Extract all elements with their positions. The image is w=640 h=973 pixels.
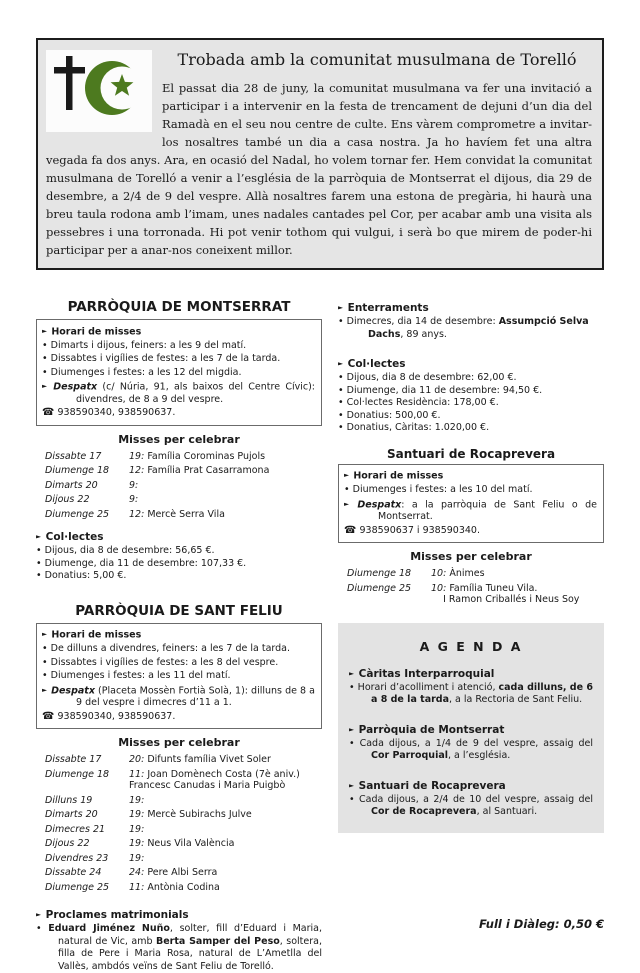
- missa-day: Dissabte 24: [45, 867, 102, 878]
- bullet-icon: •: [344, 484, 350, 495]
- missa-day: Diumenge 25: [347, 582, 412, 594]
- content-columns: [36, 299, 604, 973]
- bullet-icon: •: [42, 656, 48, 668]
- agenda-section: [349, 780, 593, 819]
- despatx-label: Despatx: [357, 499, 402, 510]
- arrow-icon: ►: [36, 532, 42, 541]
- missa-name-line2: Francesc Canudas i Maria Puigbò: [129, 780, 286, 791]
- missa-name: Antònia Codina: [147, 881, 220, 893]
- missa-name: Família Prat Casarramona: [147, 465, 270, 476]
- proclames-label: Proclames matrimonials: [45, 909, 189, 921]
- arrow-icon: ►: [349, 669, 355, 677]
- collecta-item: • Donatius: 500,00 €.: [338, 409, 441, 421]
- price-note: Full i Diàleg: 0,50 €: [479, 916, 604, 931]
- horari-item: • Dimarts i dijous, feiners: a les 9 del matí.: [42, 339, 247, 351]
- agenda-item: • Cada dijous, a 1/4 de 9 del vespre, assaig del Cor Parroquial, a l’església.: [349, 737, 593, 761]
- arrow-icon: ►: [338, 359, 344, 368]
- missa-name-line2: I Ramon Criballés i Neus Soy: [431, 594, 580, 605]
- collecta-item: • Donatius, Càritas: 1.020,00 €.: [338, 422, 490, 433]
- agenda-section: [349, 668, 593, 707]
- cross-and-crescent-icon: [46, 50, 152, 132]
- rocaprevera-heading: Santuari de Rocaprevera: [386, 446, 556, 461]
- misses-title: Misses per celebrar: [410, 550, 532, 563]
- agenda-item: • Horari d’acolliment i atenció, cada dilluns, de 6 a 8 de la tarda, a la Rectoria de Sant Feliu.: [349, 681, 593, 705]
- missa-name: Neus Vila València: [147, 838, 235, 849]
- horari-heading: [344, 469, 597, 483]
- phone-line: [42, 407, 315, 419]
- missa-row: [45, 867, 322, 879]
- bride-name: Berta Samper del Peso: [156, 935, 280, 947]
- missa-day: Diumenge 18: [45, 465, 110, 476]
- missa-name: Joan Domènech Costa (7è aniv.): [147, 768, 300, 780]
- missa-time: 11:: [129, 881, 145, 893]
- missa-row: [45, 769, 322, 792]
- phone-icon: ☎: [42, 407, 55, 418]
- missa-time: 19:: [129, 809, 145, 820]
- horari-label: Horari de misses: [51, 629, 142, 641]
- missa-row: [45, 451, 322, 463]
- bullet-icon: •: [42, 339, 48, 351]
- bullet-icon: •: [338, 397, 344, 408]
- horari-label: Horari de misses: [51, 326, 142, 337]
- deceased-name: Assumpció Selva Dachs: [368, 316, 589, 340]
- bullet-icon: •: [36, 545, 42, 556]
- rocaprevera-misses-table: [338, 568, 604, 606]
- cross-icon: [66, 56, 73, 110]
- bullet-icon: •: [36, 570, 42, 581]
- missa-name: Difunts família Vivet Soler: [147, 754, 271, 765]
- bullet-icon: •: [338, 409, 344, 421]
- missa-day: Divendres 23: [45, 852, 109, 864]
- horari-item: • Diumenges i festes: a les 10 del matí.: [344, 484, 533, 495]
- agenda-section-label: Santuari de Rocaprevera: [358, 779, 506, 792]
- column-left: [36, 299, 322, 973]
- arrow-icon: ►: [36, 910, 42, 919]
- santfeliu-heading: PARRÒQUIA DE SANT FELIU: [75, 602, 283, 619]
- arrow-icon: ►: [42, 630, 48, 638]
- missa-day: Diumenge 25: [45, 881, 110, 893]
- enterrament-item: • Dimecres, dia 14 de desembre: Assumpció Selva Dachs, 89 anys.: [338, 316, 589, 340]
- arrow-icon: ►: [344, 471, 350, 479]
- rocaprevera-info-box: [338, 464, 604, 544]
- missa-row: [45, 838, 322, 850]
- bullet-icon: •: [349, 681, 355, 693]
- right-collectes-section: [338, 358, 604, 435]
- collectes-label: Col·lectes: [347, 358, 406, 370]
- missa-row: [45, 824, 322, 836]
- agenda-item: • Cada dijous, a 2/4 de 10 del vespre, assaig del Cor de Rocaprevera, al Santuari.: [349, 793, 593, 817]
- despatx-label: Despatx: [53, 381, 98, 393]
- collecta-item: • Diumenge, dia 11 de desembre: 94,50 €.: [338, 384, 543, 396]
- bullet-icon: •: [42, 643, 48, 654]
- missa-time: 19:: [129, 794, 145, 806]
- missa-name: Ànimes: [449, 568, 485, 579]
- missa-row: [45, 795, 322, 807]
- montserrat-collectes-section: [36, 531, 322, 583]
- horari-item: • Diumenges i festes: a les 11 del matí.: [42, 670, 231, 681]
- missa-time: 19:: [129, 823, 145, 835]
- missa-row: [45, 882, 322, 894]
- rocaprevera-section: [338, 447, 604, 606]
- missa-day: Diumenge 18: [347, 568, 412, 579]
- phone-numbers: 938590637 i 938590340.: [359, 524, 480, 536]
- arrow-icon: ►: [349, 781, 355, 789]
- arrow-icon: ►: [42, 326, 48, 335]
- santfeliu-misses-table: [36, 754, 322, 893]
- bullet-icon: •: [42, 366, 48, 378]
- despatx-line: ► Despatx (c/ Núria, 91, als baixos del Centre Cívic): divendres, de 8 a 9 del vespre.: [42, 381, 315, 405]
- missa-time: 19:: [129, 838, 145, 849]
- phone-line: [344, 525, 597, 537]
- missa-day: Dijous 22: [45, 494, 90, 505]
- missa-time: 9:: [129, 479, 139, 491]
- arrow-icon: ►: [338, 303, 344, 312]
- despatx-line: ► Despatx: a la parròquia de Sant Feliu o de Montserrat.: [344, 499, 597, 522]
- parish-logo: [46, 50, 152, 132]
- misses-title: Misses per celebrar: [118, 736, 240, 749]
- agenda-section-label: Parròquia de Montserrat: [358, 723, 505, 736]
- bullet-icon: •: [349, 793, 355, 805]
- phone-line: [42, 711, 315, 723]
- missa-row: [45, 494, 322, 506]
- collectes-label: Col·lectes: [45, 531, 104, 543]
- missa-day: Dimarts 20: [45, 479, 98, 491]
- header-box: [36, 38, 604, 270]
- proclama-item: • Eduard Jiménez Nuño, solter, fill d’Eduard i Maria, natural de Vic, amb Berta Samper del Peso, soltera, filla de Pere i Maria Rosa, natural de L’Ametlla del Vallès, ambdós veïns de Sant Feliu de Torelló.: [36, 923, 322, 972]
- bullet-icon: •: [42, 670, 48, 681]
- bullet-icon: •: [349, 737, 355, 749]
- missa-name: Mercè Serra Vila: [147, 508, 225, 520]
- phone-numbers: 938590340, 938590637.: [57, 407, 176, 418]
- agenda-section-label: Càritas Interparroquial: [358, 667, 495, 680]
- missa-time: 10:: [431, 582, 447, 594]
- arrow-icon: ►: [344, 499, 350, 508]
- missa-day: Dimecres 21: [45, 823, 106, 835]
- bullet-icon: •: [338, 372, 344, 383]
- enterraments-label: Enterraments: [347, 302, 429, 314]
- collecta-item: • Col·lectes Residència: 178,00 €.: [338, 397, 499, 408]
- missa-time: 20:: [129, 754, 145, 765]
- missa-day: Dijous 22: [45, 838, 90, 849]
- phone-icon: ☎: [42, 710, 55, 722]
- missa-day: Dimarts 20: [45, 809, 98, 820]
- montserrat-info-box: [36, 319, 322, 426]
- agenda-title: A G E N D A: [419, 638, 523, 654]
- groom-name: Eduard Jiménez Nuño: [48, 923, 170, 934]
- missa-row: [347, 568, 604, 580]
- missa-name: Família Tuneu Vila.: [449, 582, 538, 594]
- column-right: [338, 299, 604, 973]
- agenda-section: [349, 724, 593, 763]
- collecta-item: • Dijous, dia 8 de desembre: 62,00 €.: [338, 372, 517, 383]
- missa-time: 12:: [129, 508, 145, 520]
- horari-item: • De dilluns a divendres, feiners: a les 7 de la tarda.: [42, 643, 291, 654]
- missa-day: Diumenge 25: [45, 508, 110, 520]
- phone-icon: ☎: [344, 524, 357, 536]
- santfeliu-info-box: [36, 623, 322, 730]
- missa-row: [45, 754, 322, 766]
- collecta-item: • Diumenge, dia 11 de desembre: 107,33 €.: [36, 557, 247, 569]
- missa-time: 19:: [129, 852, 145, 864]
- arrow-icon: ►: [349, 725, 355, 733]
- horari-item: • Dissabtes i vigílies de festes: a les 7 de la tarda.: [42, 353, 281, 364]
- arrow-icon: ►: [42, 382, 48, 390]
- missa-day: Diumenge 18: [45, 768, 110, 780]
- horari-item: • Diumenges i festes: a les 12 del migdia.: [42, 366, 242, 378]
- missa-row: [45, 480, 322, 492]
- missa-time: 24:: [129, 867, 145, 878]
- agenda-box: [338, 623, 604, 833]
- horari-item: • Dissabtes i vigílies de festes: a les 8 del vespre.: [42, 656, 279, 668]
- horari-label: Horari de misses: [353, 470, 444, 482]
- collecta-item: • Donatius: 5,00 €.: [36, 570, 127, 581]
- phone-numbers: 938590340, 938590637.: [57, 710, 176, 722]
- missa-time: 19:: [129, 450, 145, 462]
- montserrat-misses-table: [36, 451, 322, 521]
- missa-row: [347, 583, 604, 606]
- bullet-icon: •: [338, 422, 344, 433]
- missa-name: Família Corominas Pujols: [147, 450, 266, 462]
- horari-heading: [42, 325, 315, 339]
- bullet-icon: •: [338, 384, 344, 396]
- horari-heading: [42, 628, 315, 642]
- missa-name: Mercè Subirachs Julve: [147, 809, 252, 820]
- arrow-icon: ►: [42, 685, 48, 694]
- missa-time: 12:: [129, 465, 145, 476]
- bullet-icon: •: [42, 353, 48, 364]
- intro-paragraph: El passat dia 28 de juny, la comunitat musulmana va fer una invitació a participar i a intervenir en la festa de trencament de dejuni d’un dia del Ramadà en el seu nou centre de culte. Ens vàrem comprometre a invitar-los nosaltres també un dia a casa nostra. Ja ho havíem fet una altra vegada fa dos anys. Ara, en ocasió del Nadal, ho volem tornar fer. Hem convidat la comunitat musulmana de Torelló a venir a l’església de la parròquia de Montserrat el dijous, dia 29 de desembre, a 2/4 de 9 del vespre. Allà nosaltres farem una estona de pregària, hi haurà una breu taula rodona amb l’imam, unes nadales cantades pel Cor, per acabar amb una visita als pessebres i una torronada. Hi pot venir tothom qui vulgui, i serà bo que mirem de poder-hi participar per a anar-nos coneixent millor.: [46, 81, 592, 257]
- missa-day: Dilluns 19: [45, 794, 93, 806]
- montserrat-heading: PARRÒQUIA DE MONTSERRAT: [67, 299, 291, 315]
- proclames-section: [36, 909, 322, 973]
- missa-time: 9:: [129, 494, 139, 505]
- collecta-item: • Dijous, dia 8 de desembre: 56,65 €.: [36, 545, 215, 556]
- missa-day: Dissabte 17: [45, 450, 102, 462]
- missa-row: [45, 853, 322, 865]
- bullet-icon: •: [338, 316, 344, 327]
- missa-row: [45, 509, 322, 521]
- bullet-icon: •: [36, 923, 42, 934]
- bullet-icon: •: [36, 557, 42, 569]
- despatx-label: Despatx: [51, 685, 95, 696]
- despatx-line: ► Despatx (Placeta Mossèn Fortià Solà, 1): dilluns de 8 a 9 del vespre i dimecres d’11 a 1.: [42, 685, 315, 708]
- missa-row: [45, 809, 322, 821]
- enterraments-section: [338, 302, 604, 341]
- missa-time: 11:: [129, 768, 145, 780]
- missa-time: 10:: [431, 568, 447, 579]
- missa-day: Dissabte 17: [45, 754, 102, 765]
- missa-name: Pere Albi Serra: [147, 867, 218, 878]
- bulletin-title: Trobada amb la comunitat musulmana de Torelló: [177, 50, 577, 69]
- missa-row: [45, 465, 322, 477]
- misses-title: Misses per celebrar: [118, 432, 240, 446]
